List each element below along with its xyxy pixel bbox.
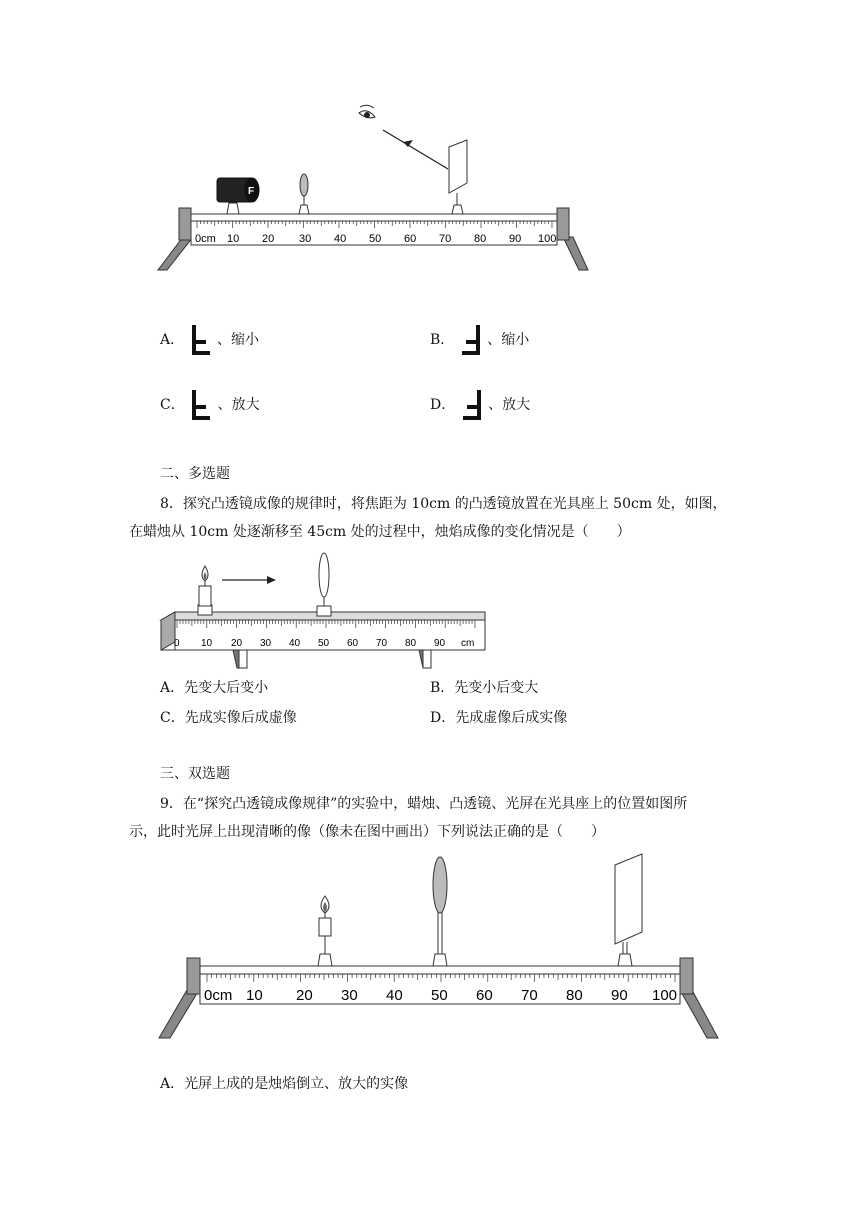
scale-label: 100: [652, 987, 678, 1004]
scale-label: 30: [260, 638, 272, 649]
convex-lens: [317, 553, 331, 616]
upright-f-shape-icon: [189, 390, 213, 420]
section-title-multiple-choice: 二、多选题: [160, 466, 230, 482]
option-letter: A．: [160, 680, 185, 696]
option-letter: D．: [430, 397, 456, 413]
scale-label: 80: [566, 987, 583, 1004]
q7-option-a[interactable]: [160, 325, 259, 355]
scale-label: 50: [431, 987, 448, 1004]
q9-stem-line-1: 9．在“探究凸透镜成像规律”的实验中，蜡烛、凸透镜、光屏在光具座上的位置如图所: [160, 796, 688, 812]
convex-lens: [433, 857, 447, 966]
section-title-double-choice: 三、双选题: [160, 766, 230, 782]
option-letter: B．: [430, 332, 455, 348]
option-text: 、放大: [488, 397, 531, 413]
scale-label: 30: [299, 233, 312, 245]
scale-label: 90: [509, 233, 522, 245]
candle: [318, 896, 332, 966]
scale-label: 0cm: [195, 233, 216, 245]
option-text: 先变小后变大: [454, 680, 539, 696]
candle: [198, 566, 212, 615]
scale-label: 10: [201, 638, 213, 649]
q7-option-d[interactable]: [430, 390, 530, 420]
scale-unit: cm: [461, 638, 475, 649]
option-text: 先变大后变小: [184, 680, 269, 696]
bench-left-leg: [158, 237, 193, 270]
q7-optical-bench-figure: [155, 95, 605, 280]
scale-label: 60: [476, 987, 493, 1004]
q8-stem-line-1: 8．探究凸透镜成像的规律时，将焦距为 10cm 的凸透镜放置在光具座上 50cm 处，如图，: [160, 496, 727, 512]
scale-label: 50: [318, 638, 330, 649]
option-text: 光屏上成的是烛焰倒立、放大的实像: [184, 1076, 409, 1092]
q8-option-a[interactable]: [160, 678, 268, 698]
option-text: 、放大: [217, 397, 260, 413]
scale-label: 0cm: [204, 987, 233, 1004]
scale-label: 40: [386, 987, 403, 1004]
scale-label: 70: [521, 987, 538, 1004]
scale-label: 60: [404, 233, 417, 245]
option-letter: D．: [430, 710, 456, 726]
convex-lens: [299, 174, 309, 214]
q8-option-c[interactable]: [160, 708, 297, 728]
motion-arrow-head: [267, 576, 276, 584]
object-letter: F: [248, 186, 255, 197]
bench-left-post: [187, 958, 200, 994]
option-letter: C．: [160, 397, 185, 413]
object-f-light-source: [217, 178, 259, 214]
option-text: 、缩小: [217, 332, 260, 348]
bench-end-face: [161, 612, 175, 650]
bench-right-post: [557, 208, 569, 240]
scale-label: 0: [174, 638, 180, 649]
bench-right-leg: [563, 237, 588, 270]
sight-arrow: [403, 140, 413, 147]
scale-label: 50: [369, 233, 382, 245]
q9-stem-line-2: 示，此时光屏上出现清晰的像（像未在图中画出）下列说法正确的是（ ）: [129, 824, 605, 840]
bench-left-leg: [159, 990, 199, 1038]
bench-right-post: [680, 958, 693, 994]
option-text: 先成实像后成虚像: [184, 710, 297, 726]
option-text: 先成虚像后成实像: [455, 710, 568, 726]
upright-f-shape-icon: [189, 325, 213, 355]
scale-label: 40: [334, 233, 347, 245]
scale-label: 10: [227, 233, 240, 245]
q9-optical-bench-figure: [155, 850, 725, 1045]
scale-label: 90: [434, 638, 446, 649]
q8-optical-bench-figure: [155, 550, 495, 675]
light-screen: [615, 854, 642, 966]
scale-label: 70: [376, 638, 388, 649]
option-letter: C．: [160, 710, 185, 726]
option-letter: B．: [430, 680, 455, 696]
q7-option-b[interactable]: [430, 325, 529, 355]
scale-label: 70: [439, 233, 452, 245]
scale-label: 40: [289, 638, 301, 649]
scale-label: 100: [538, 233, 557, 245]
mirrored-f-shape-icon: [459, 325, 483, 355]
q8-stem-line-2: 在蜡烛从 10cm 处逐渐移至 45cm 处的过程中，烛焰成像的变化情况是（ ）: [129, 524, 631, 540]
scale-label: 90: [611, 987, 628, 1004]
eye-icon: [359, 105, 375, 118]
light-screen: [449, 140, 467, 214]
option-text: 、缩小: [487, 332, 530, 348]
scale-label: 20: [231, 638, 243, 649]
q7-option-c[interactable]: [160, 390, 260, 420]
scale-label: 80: [474, 233, 487, 245]
q9-option-a[interactable]: [160, 1074, 408, 1094]
scale-label: 20: [296, 987, 313, 1004]
scale-label: 80: [405, 638, 417, 649]
q8-option-b[interactable]: [430, 678, 538, 698]
bench-right-leg: [680, 990, 718, 1038]
bench-rail: [191, 214, 557, 221]
mirrored-f-shape-icon: [460, 390, 484, 420]
option-letter: A．: [160, 1076, 185, 1092]
option-letter: A．: [160, 332, 185, 348]
sight-line: [383, 130, 448, 169]
q8-option-d[interactable]: [430, 708, 567, 728]
bench-left-post: [179, 208, 191, 240]
scale-label: 30: [341, 987, 358, 1004]
scale-label: 60: [347, 638, 359, 649]
scale-label: 20: [262, 233, 275, 245]
scale-label: 10: [246, 987, 263, 1004]
bench-rail: [200, 966, 680, 974]
